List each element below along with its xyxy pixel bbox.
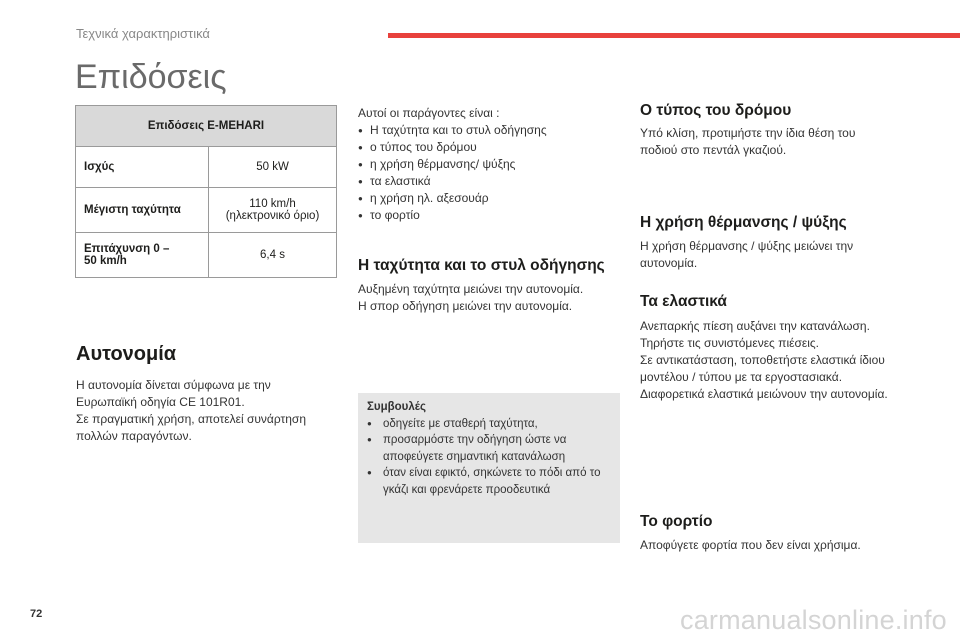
text-line: μοντέλου / τύπου με τα εργοστασιακά.: [640, 370, 843, 384]
row-label-line: Επιτάχυνση 0 –: [84, 243, 170, 255]
tires-heading: Τα ελαστικά: [640, 293, 727, 310]
heating-heading: Η χρήση θέρμανσης / ψύξης: [640, 214, 847, 231]
list-item: ● ο τύπος του δρόμου: [358, 139, 620, 156]
section-header: Τεχνικά χαρακτηριστικά: [76, 26, 210, 41]
factors-intro: [358, 105, 620, 224]
text-line: Η χρήση θέρμανσης / ψύξης μειώνει την: [640, 239, 854, 253]
list-item: ● η χρήση ηλ. αξεσουάρ: [358, 190, 620, 207]
text-line: Τηρήστε τις συνιστόμενες πιέσεις.: [640, 336, 819, 350]
row-value: [209, 188, 337, 233]
list-item: ● οδηγείτε με σταθερή ταχύτητα,: [367, 416, 615, 433]
text-line: Η σπορ οδήγηση μειώνει την αυτονομία.: [358, 299, 573, 313]
text-line: Σε αντικατάσταση, τοποθετήστε ελαστικά ίδιου: [640, 353, 885, 367]
row-label: [76, 233, 209, 278]
text-line: Σε πραγματική χρήση, αποτελεί συνάρτηση: [76, 412, 307, 426]
row-label: Μέγιστη ταχύτητα: [76, 188, 209, 233]
row-value: 6,4 s: [209, 233, 337, 278]
watermark: carmanualsonline.info: [680, 605, 947, 635]
table-row: [76, 147, 337, 188]
speed-heading: Η ταχύτητα και το στυλ οδήγησης: [358, 257, 605, 274]
text-line: Η αυτονομία δίνεται σύμφωνα με την: [76, 378, 271, 392]
row-label-line: 50 km/h: [84, 255, 127, 267]
table-row: [76, 188, 337, 233]
load-text: [640, 537, 900, 554]
text-line: αυτονομία.: [640, 256, 698, 270]
text-line: ποδιού στο πεντάλ γκαζιού.: [640, 143, 787, 157]
autonomy-text: [76, 377, 338, 445]
list-item: ● Η ταχύτητα και το στυλ οδήγησης: [358, 122, 620, 139]
road-heading: Ο τύπος του δρόμου: [640, 102, 792, 119]
road-text: [640, 125, 900, 159]
text-line: Υπό κλίση, προτιμήστε την ίδια θέση του: [640, 126, 856, 140]
page-title: Επιδόσεις: [75, 58, 227, 96]
performance-table: [75, 105, 337, 278]
list-item: ● το φορτίο: [358, 207, 620, 224]
list-item: ● όταν είναι εφικτό, σηκώνετε το πόδι από το γκάζι και φρενάρετε προοδευτικά: [367, 465, 615, 498]
page-number: 72: [30, 608, 43, 620]
load-heading: Το φορτίο: [640, 513, 713, 530]
autonomy-heading: Αυτονομία: [76, 343, 177, 365]
tires-text: [640, 318, 910, 403]
factors-list: [358, 122, 620, 224]
text-line: πολλών παραγόντων.: [76, 429, 192, 443]
text-line: Αυξημένη ταχύτητα μειώνει την αυτονομία.: [358, 282, 584, 296]
tips-list: [367, 416, 615, 499]
list-item: ● προσαρμόστε την οδήγηση ώστε να αποφεύγετε σημαντική κατανάλωση: [367, 432, 615, 465]
row-value-line: 110 km/h: [249, 198, 296, 210]
table-title: Επιδόσεις E-MEHARI: [76, 106, 337, 147]
tips-title: Συμβουλές: [367, 401, 426, 413]
row-label: Ισχύς: [76, 147, 209, 188]
heating-text: [640, 238, 900, 272]
list-item: ● τα ελαστικά: [358, 173, 620, 190]
header-accent-bar: [388, 33, 960, 38]
row-value-note: (ηλεκτρονικό όριο): [225, 210, 320, 222]
text-line: Διαφορετικά ελαστικά μειώνουν την αυτονομία.: [640, 387, 888, 401]
text-line: Αποφύγετε φορτία που δεν είναι χρήσιμα.: [640, 538, 861, 552]
text-line: Ευρωπαϊκή οδηγία CE 101R01.: [76, 395, 245, 409]
list-item: ● η χρήση θέρμανσης/ ψύξης: [358, 156, 620, 173]
speed-text: [358, 281, 620, 315]
tips-box: [358, 393, 620, 543]
factors-lead: Αυτοί οι παράγοντες είναι :: [358, 106, 500, 120]
text-line: Ανεπαρκής πίεση αυξάνει την κατανάλωση.: [640, 319, 870, 333]
table-row: [76, 233, 337, 278]
row-value: 50 kW: [209, 147, 337, 188]
